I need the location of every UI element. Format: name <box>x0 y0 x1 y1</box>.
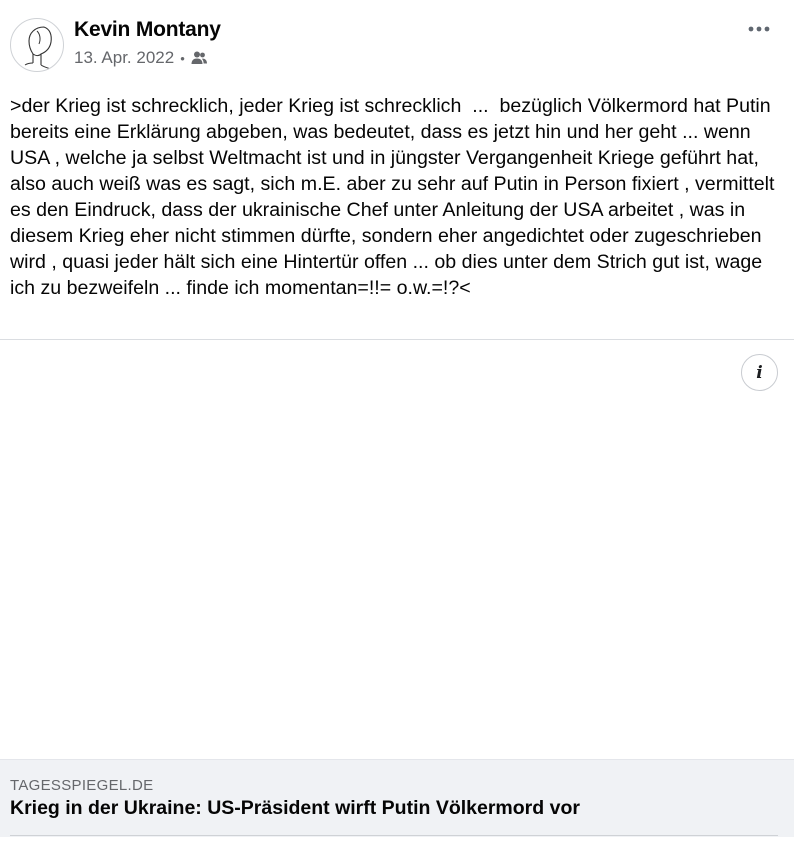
post-date[interactable]: 13. Apr. 2022 <box>74 48 175 67</box>
link-card[interactable] <box>0 759 794 837</box>
info-icon: i <box>756 362 763 383</box>
meta-separator: • <box>180 50 185 66</box>
divider-bottom <box>10 835 778 836</box>
link-title[interactable]: Krieg in der Ukraine: US-Präsident wirft Putin Völkermord vor <box>10 797 580 819</box>
link-preview-image[interactable] <box>0 340 794 759</box>
friends-icon[interactable] <box>190 49 208 67</box>
post-text: >der Krieg ist schrecklich, jeder Krieg ist schrecklich ... bezüglich Völkermord hat Putin bereits eine Erklärung abgeben, was bedeutet, dass es jetzt hin und her geht ... wenn USA , welche ja selbst Weltmacht ist und in jüngster Vergangenheit Kriege geführt hat, also auch weiß was es sagt, sich m.E. aber zu sehr auf Putin in Person fixiert , vermittelt es den Eindruck, dass der ukrainische Chef unter Anleitung der USA arbeitet , was in diesem Krieg eher nicht stimmen dürfte, sondern eher angedichtet oder zugeschrieben wird , quasi jeder hält sich eine Hintertür offen ... ob dies unter dem Strich gut ist, wage ich zu bezweifeln ... finde ich momentan=!!= o.w.=!?< <box>10 95 780 299</box>
post-meta <box>74 48 208 68</box>
post-header <box>0 0 794 80</box>
info-button[interactable] <box>741 354 778 391</box>
author-name[interactable]: Kevin Montany <box>74 18 221 41</box>
avatar-sketch-icon <box>11 19 64 72</box>
more-options-button[interactable] <box>742 14 776 44</box>
ellipsis-icon <box>748 26 770 32</box>
avatar[interactable] <box>10 18 64 72</box>
link-domain: TAGESSPIEGEL.DE <box>10 777 154 794</box>
